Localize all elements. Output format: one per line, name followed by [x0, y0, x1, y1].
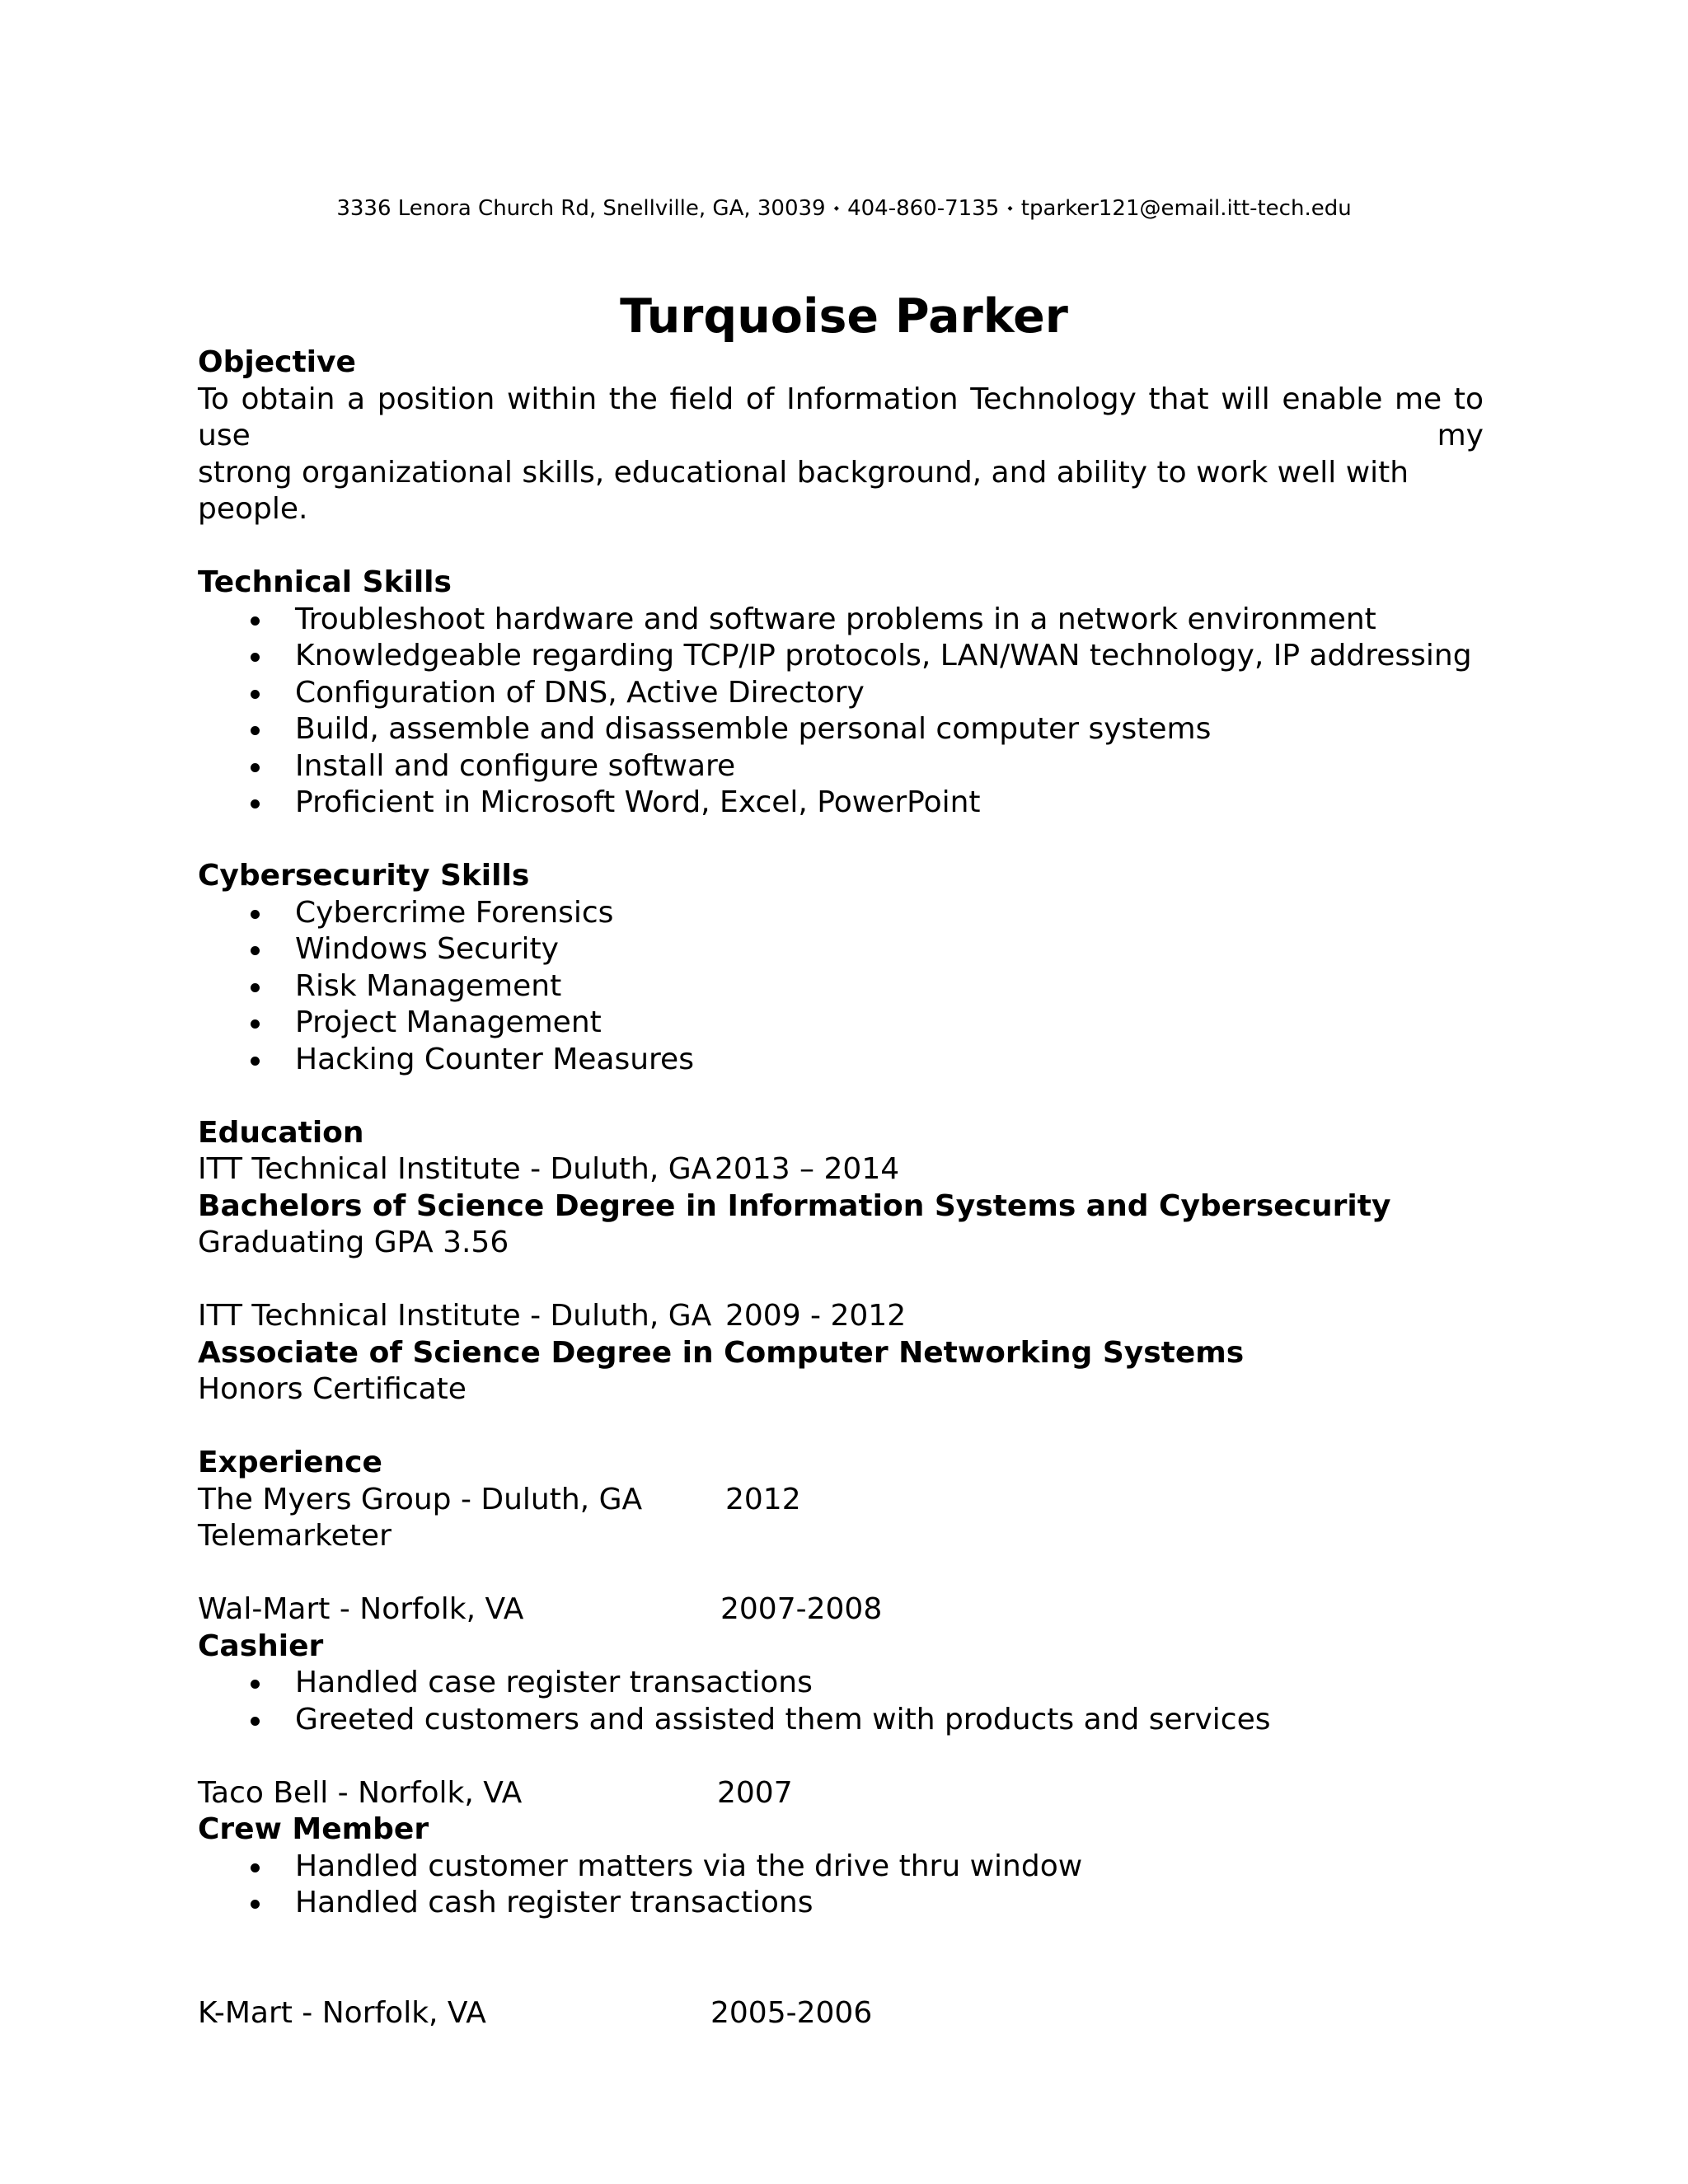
- list-item: Proficient in Microsoft Word, Excel, PowerPoint: [198, 785, 1484, 822]
- list-item: Handled customer matters via the drive thru window: [198, 1849, 1484, 1886]
- list-item: Install and configure software: [198, 748, 1484, 785]
- bullet-icon: [251, 726, 260, 735]
- bullet-icon: [251, 653, 260, 662]
- list-item: Build, assemble and disassemble personal computer systems: [198, 711, 1484, 748]
- bullet-icon: [251, 983, 260, 992]
- experience-entry-4-row: [198, 1995, 1484, 2032]
- list-item: Handled cash register transactions: [198, 1885, 1484, 1922]
- objective-heading: Objective: [198, 345, 356, 379]
- list-item: Cybercrime Forensics: [198, 895, 1484, 932]
- bullet-icon: [251, 1057, 260, 1066]
- list-item: Project Management: [198, 1005, 1484, 1042]
- technical-skills-list: [198, 602, 1484, 822]
- experience-dates: 2012: [725, 1482, 801, 1516]
- experience-employer: Taco Bell - Norfolk, VA: [198, 1775, 523, 1810]
- list-item: Hacking Counter Measures: [198, 1042, 1484, 1079]
- education-degree: Bachelors of Science Degree in Information Systems and Cybersecurity: [198, 1188, 1391, 1223]
- list-item: Troubleshoot hardware and software problems in a network environment: [198, 602, 1484, 639]
- bullet-icon: [251, 799, 260, 808]
- experience-title: Telemarketer: [198, 1519, 392, 1553]
- experience-title: Crew Member: [198, 1812, 429, 1846]
- bullet-icon: [251, 616, 260, 626]
- education-school: ITT Technical Institute - Duluth, GA: [198, 1152, 712, 1186]
- diamond-separator-icon: ⬩: [1007, 199, 1013, 217]
- experience-dates: 2007-2008: [720, 1592, 883, 1626]
- list-item: Configuration of DNS, Active Directory: [198, 675, 1484, 712]
- list-item: Greeted customers and assisted them with products and services: [198, 1702, 1484, 1739]
- cybersecurity-skills-heading: Cybersecurity Skills: [198, 859, 530, 893]
- objective-text-line1: To obtain a position within the field of Information Technology that will enable me to use my: [198, 382, 1484, 452]
- education-degree: Associate of Science Degree in Computer Networking Systems: [198, 1335, 1245, 1370]
- education-entry-2-school-row: [198, 1298, 1484, 1335]
- education-entry-1-school-row: [198, 1151, 1484, 1188]
- experience-employer: Wal-Mart - Norfolk, VA: [198, 1592, 524, 1626]
- contact-phone: 404-860-7135: [847, 196, 1000, 221]
- list-item: Handled case register transactions: [198, 1665, 1484, 1702]
- education-dates: 2009 - 2012: [725, 1299, 907, 1333]
- list-item: Risk Management: [198, 968, 1484, 1005]
- education-school: ITT Technical Institute - Duluth, GA: [198, 1299, 712, 1333]
- bullet-icon: [251, 1680, 260, 1689]
- experience-duties-list: [198, 1665, 1484, 1738]
- experience-heading: Experience: [198, 1446, 382, 1479]
- diamond-separator-icon: ⬩: [833, 199, 840, 217]
- bullet-icon: [251, 1863, 260, 1872]
- contact-address: 3336 Lenora Church Rd, Snellville, GA, 30039: [336, 196, 826, 221]
- education-note: Graduating GPA 3.56: [198, 1226, 509, 1259]
- bullet-icon: [251, 946, 260, 955]
- technical-skills-heading: Technical Skills: [198, 565, 452, 599]
- contact-line: [0, 194, 1688, 223]
- list-item: Windows Security: [198, 931, 1484, 968]
- experience-entry-3-row: [198, 1775, 1484, 1812]
- bullet-icon: [251, 763, 260, 772]
- experience-duties-list: [198, 1849, 1484, 1922]
- experience-employer: K-Mart - Norfolk, VA: [198, 1995, 486, 2030]
- bullet-icon: [251, 1717, 260, 1726]
- bullet-icon: [251, 690, 260, 699]
- experience-title: Cashier: [198, 1629, 324, 1663]
- bullet-icon: [251, 1019, 260, 1029]
- experience-dates: 2005-2006: [710, 1995, 873, 2030]
- education-dates: 2013 – 2014: [715, 1152, 900, 1186]
- resume-body: [198, 344, 1484, 2032]
- experience-entry-1-row: [198, 1482, 1484, 1519]
- contact-email[interactable]: tparker121@email.itt-tech.edu: [1020, 196, 1352, 221]
- candidate-name: Turquoise Parker: [620, 289, 1068, 344]
- cybersecurity-skills-list: [198, 895, 1484, 1079]
- objective-text-line2: strong organizational skills, educational background, and ability to work well with people.: [198, 455, 1409, 526]
- bullet-icon: [251, 910, 260, 919]
- list-item: Knowledgeable regarding TCP/IP protocols, LAN/WAN technology, IP addressing: [198, 638, 1484, 675]
- education-note: Honors Certificate: [198, 1372, 467, 1406]
- education-heading: Education: [198, 1115, 364, 1150]
- bullet-icon: [251, 1900, 260, 1909]
- experience-dates: 2007: [717, 1775, 793, 1810]
- experience-entry-2-row: [198, 1591, 1484, 1629]
- experience-employer: The Myers Group - Duluth, GA: [198, 1482, 643, 1516]
